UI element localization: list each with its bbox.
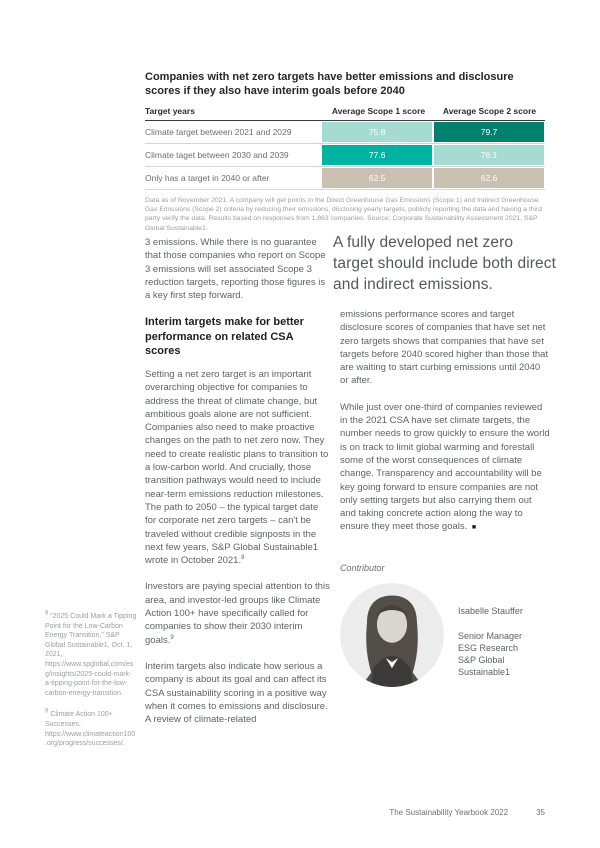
paragraph: emissions performance scores and target disclosure scores of companies that have set net zero targets shows that companies that have set targets before 2040 scored higher than those that are waiting to start curbing emissions until 2040 or after. [340, 309, 549, 387]
scope1-score-cell: 62.5 [322, 168, 432, 188]
table-row [145, 144, 545, 167]
footnotes-block [45, 612, 137, 761]
scope2-score-cell: 79.7 [434, 122, 544, 142]
paragraph-text: Setting a net zero target is an important overarching objective for companies to address the threat of climate change, but ambitious goals alone are not sufficient. Companies also need to make proactive changes on the path to net zero now. They need to create realistic plans to transition to a low-carbon world. And crucially, those transition pathways would need to include near-term emissions reduction milestones. The path to 2050 – the typical target date for corporate net zero targets – can't be traveled without credible signposts in the next few years, S&P Global Sustainable1 wrote in October 2021. [145, 368, 329, 567]
paragraph-text: While just over one-third of companies reviewed in the 2021 CSA have set climate targets, the number needs to grow quickly to ensure the world is on track to limit global warming and forestall some of the worst consequences of climate change. Transparency and accountability will be key going forward to ensure companies are not only setting targets but also carrying them out and taking concrete action along the way to ensure they meet those goals. [340, 401, 550, 533]
paragraph: 3 emissions. While there is no guarantee that those companies who report on Scope 3 emissions will set associated Scope 3 reduction targets, reporting those figures is a key first step forward. [145, 237, 326, 302]
footnote-text: Climate Action 100+ Successes, https://www.climateaction100.org/progress/successes/. [45, 711, 136, 748]
contributor-section [340, 563, 557, 687]
paragraph [340, 401, 550, 535]
contributor-photo [340, 583, 444, 687]
contributor-title-line: S&P Global Sustainable1 [458, 654, 511, 677]
scope1-score-cell: 75.8 [322, 122, 432, 142]
contributor-row [340, 583, 557, 687]
row-label: Climate target between 2021 and 2029 [145, 127, 292, 137]
article-right-column [333, 232, 557, 687]
table-row [145, 121, 545, 144]
contributor-title-line: ESG Research [458, 642, 519, 653]
column-header-scope2: Average Scope 2 score [442, 106, 537, 116]
row-label: Climate taget between 2030 and 2039 [145, 150, 289, 160]
portrait-photo-graphic [340, 583, 444, 687]
paragraph [145, 580, 331, 646]
table-title: Companies with net zero targets have better emissions and disclosure scores if they also have interim goals before 2040 [145, 71, 514, 97]
column-header-scope1: Average Scope 1 score [331, 106, 426, 116]
footnote [45, 612, 137, 698]
contributor-name: Isabelle Stauffer [458, 605, 523, 616]
footnote-number: 9 [45, 709, 49, 716]
pull-quote: A fully developed net zero target should include both direct and indirect emissions. [333, 234, 557, 293]
table-row [145, 167, 545, 190]
section-heading: Interim targets make for better performance on related CSA scores [145, 316, 304, 358]
paragraph [145, 368, 331, 567]
scope2-score-cell: 76.1 [434, 145, 544, 165]
table-source-caption: Data as of November 2021. A company will get points in the Direct Greenhouse Gas Emissions (Scope 1) and Indirect Greenhouse Gas Emissions (Scope 2) criteria by reducing their emissions, disclosing yearly targets, publicly reporting the data and having a third party verify the data. Results based on responses from 1,863 companies. Source: Corporate Sustainability Assessment 2021, S&P Global Sustainable1. [145, 197, 543, 232]
footnote [45, 710, 137, 748]
footnote-text: “2025 Could Mark a Tipping Point for the Low-Carbon Energy Transition,” S&P Global Sustainable1, Oct. 1, 2021, https://www.spglobal.com/esg/insights/2025-could-mark-a-tipping-point-for-the-low-carbon-energy-transition. [45, 613, 137, 697]
row-label: Only has a target in 2040 or after [145, 173, 270, 183]
publication-title: The Sustainability Yearbook 2022 [389, 808, 509, 817]
footnote-reference: 9 [170, 634, 174, 641]
article-left-column [145, 236, 331, 739]
contributor-title-line: Senior Manager [458, 630, 523, 641]
table-header-row [145, 106, 545, 121]
paragraph-text: Investors are paying special attention to this area, and investor-led groups like Climate Action 100+ have specifically called for companies to show their 2030 interim goals. [145, 581, 330, 646]
page-number: 35 [536, 808, 545, 817]
paragraph: Interim targets also indicate how serious a company is about its goal and can affect its CSA sustainability scoring in a positive way when it comes to emissions and disclosure. A review of climate-related [145, 660, 328, 726]
footnote-number: 8 [45, 610, 49, 617]
contributor-label: Contributor [340, 562, 385, 573]
footnote-reference: 8 [241, 554, 245, 561]
contributor-info [458, 583, 557, 678]
scope2-score-cell: 62.6 [434, 168, 544, 188]
scope1-score-cell: 77.6 [322, 145, 432, 165]
page-footer [145, 808, 545, 817]
emissions-score-table [145, 70, 545, 233]
column-header-target-years: Target years [145, 106, 195, 116]
end-of-article-icon: ■ [471, 524, 477, 532]
